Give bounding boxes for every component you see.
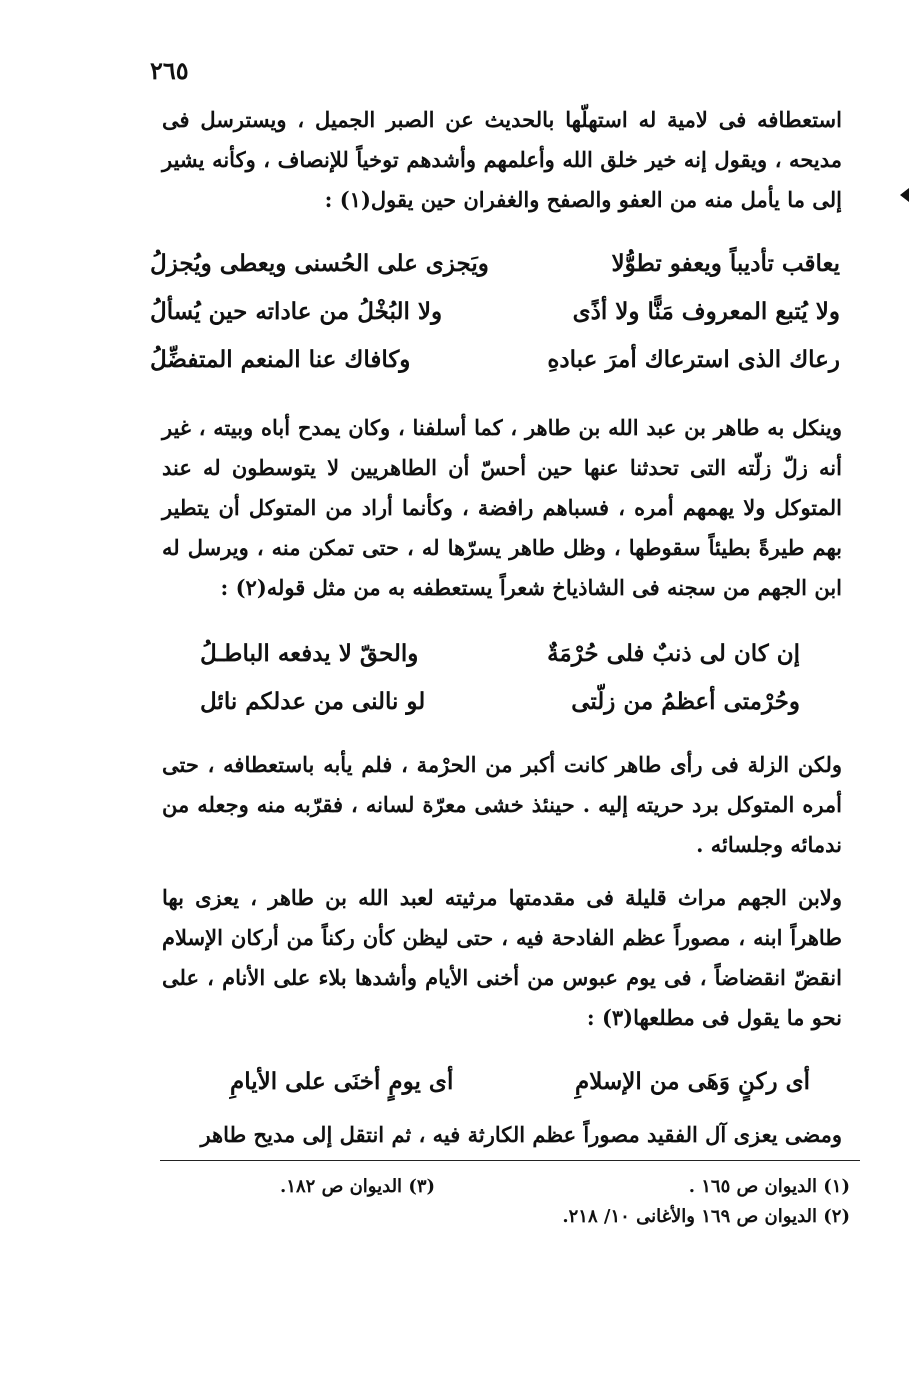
verse-hemistich-right: إن كان لى ذنبٌ فلى حُرْمَةٌ [547, 640, 800, 667]
verse-hemistich-left: ولا البُخْلُ من عاداته حين يُسألُ [150, 298, 443, 325]
verse-hemistich-right: يعاقب تأديباً ويعفو تطوُّلا [611, 250, 840, 277]
verse-line [150, 240, 840, 288]
verse-block-3 [230, 1058, 810, 1106]
verse-hemistich-left: ويَجزى على الحُسنى ويعطى ويُجزلُ [150, 250, 489, 277]
footnotes [280, 1172, 850, 1232]
paragraph-5 [162, 1115, 842, 1155]
verse-hemistich-left: وكافاك عنا المنعم المتفضِّلُ [150, 346, 411, 373]
verse-block-2 [200, 630, 800, 726]
verse-line [150, 288, 840, 336]
paragraph-1-text: استعطافه فى لامية له استهلّها بالحديث عن الصبر الجميل ، ويسترسل فى مديحه ، ويقول إنه خير خلق الله وأعلمهم وأشدهم توخياً للإنصاف ، وكأنه يشير إلى ما يأمل منه من العفو والصفح والغفران حين يقول(١) : [162, 107, 842, 212]
verse-line [230, 1058, 810, 1106]
footnote-2: (٢) الديوان ص ١٦٩ والأغانى ١٠/ ٢١٨. [562, 1206, 850, 1227]
paragraph-3 [162, 745, 842, 865]
verse-hemistich-right: وحُرْمتى أعظمُ من زلّتى [571, 688, 800, 715]
footnote-3: (٣) الديوان ص ١٨٢. [280, 1176, 436, 1197]
paragraph-5-text: ومضى يعزى آل الفقيد مصوراً عظم الكارثة فيه ، ثم انتقل إلى مديح طاهر [200, 1122, 842, 1147]
verse-hemistich-right: أى ركنٍ وَهَى من الإسلامِ [575, 1068, 810, 1095]
paragraph-4-text: ولابن الجهم مراث قليلة فى مقدمتها مرثيته لعبد الله بن طاهر ، يعزى بها طاهراً ابنه ، مصوراً عظم الفادحة فيه ، حتى ليظن كأن ركناً من أركان الإسلام انقضّ انقضاضاً ، فى يوم عبوس من أخنى الأيام وأشدها بلاء على الأنام ، على نحو ما يقول فى مطلعها(٣) : [162, 885, 842, 1030]
verse-hemistich-right: ولا يُتبع المعروف مَنًّا ولا أذًى [572, 298, 840, 325]
verse-line [200, 678, 800, 726]
footnote-separator [160, 1160, 860, 1161]
verse-line [150, 336, 840, 384]
paragraph-2 [162, 408, 842, 608]
paragraph-2-text: وينكل به طاهر بن عبد الله بن طاهر ، كما أسلفنا ، وكان يمدح أباه وبيته ، غير أنه زلّ زلّته التى تحدثنا عنها حين أحسّ أن الطاهريين لا يتوسطون له عند المتوكل ولا يهمهم أمره ، فسباهم رافضة ، وكأنما أراد من المتوكل أن يتطير بهم طيرةً بطيئاً سقوطها ، وظل طاهر يسرّها له ، حتى تمكن منه ، ويرسل له ابن الجهم من سجنه فى الشاذياخ شعراً يستعطفه به من مثل قوله(٢) : [162, 415, 843, 600]
verse-hemistich-left: لو نالنى من عدلكم نائل [200, 688, 426, 715]
footnote-row [280, 1202, 850, 1232]
paragraph-1 [162, 100, 842, 220]
paragraph-4 [162, 878, 842, 1038]
footnote-1: (١) الديوان ص ١٦٥ . [688, 1176, 850, 1197]
paragraph-3-text: ولكن الزلة فى رأى طاهر كانت أكبر من الحرْمة ، فلم يأبه باستعطافه ، حتى أمره المتوكل برد حريته إليه . حينئذ خشى معرّة لسانه ، فقرّبه منه وجعله من ندمائه وجلسائه . [162, 752, 842, 857]
verse-block-1 [150, 240, 840, 384]
margin-mark [900, 188, 909, 202]
page-number: ٢٦٥ [150, 56, 189, 85]
verse-hemistich-right: رعاك الذى استرعاك أمرَ عبادهِ [547, 346, 840, 373]
footnote-row [280, 1172, 850, 1202]
verse-hemistich-left: أى يومٍ أخنَى على الأيامِ [230, 1068, 454, 1095]
verse-line [200, 630, 800, 678]
verse-hemistich-left: والحقّ لا يدفعه الباطـلُ [200, 640, 419, 667]
